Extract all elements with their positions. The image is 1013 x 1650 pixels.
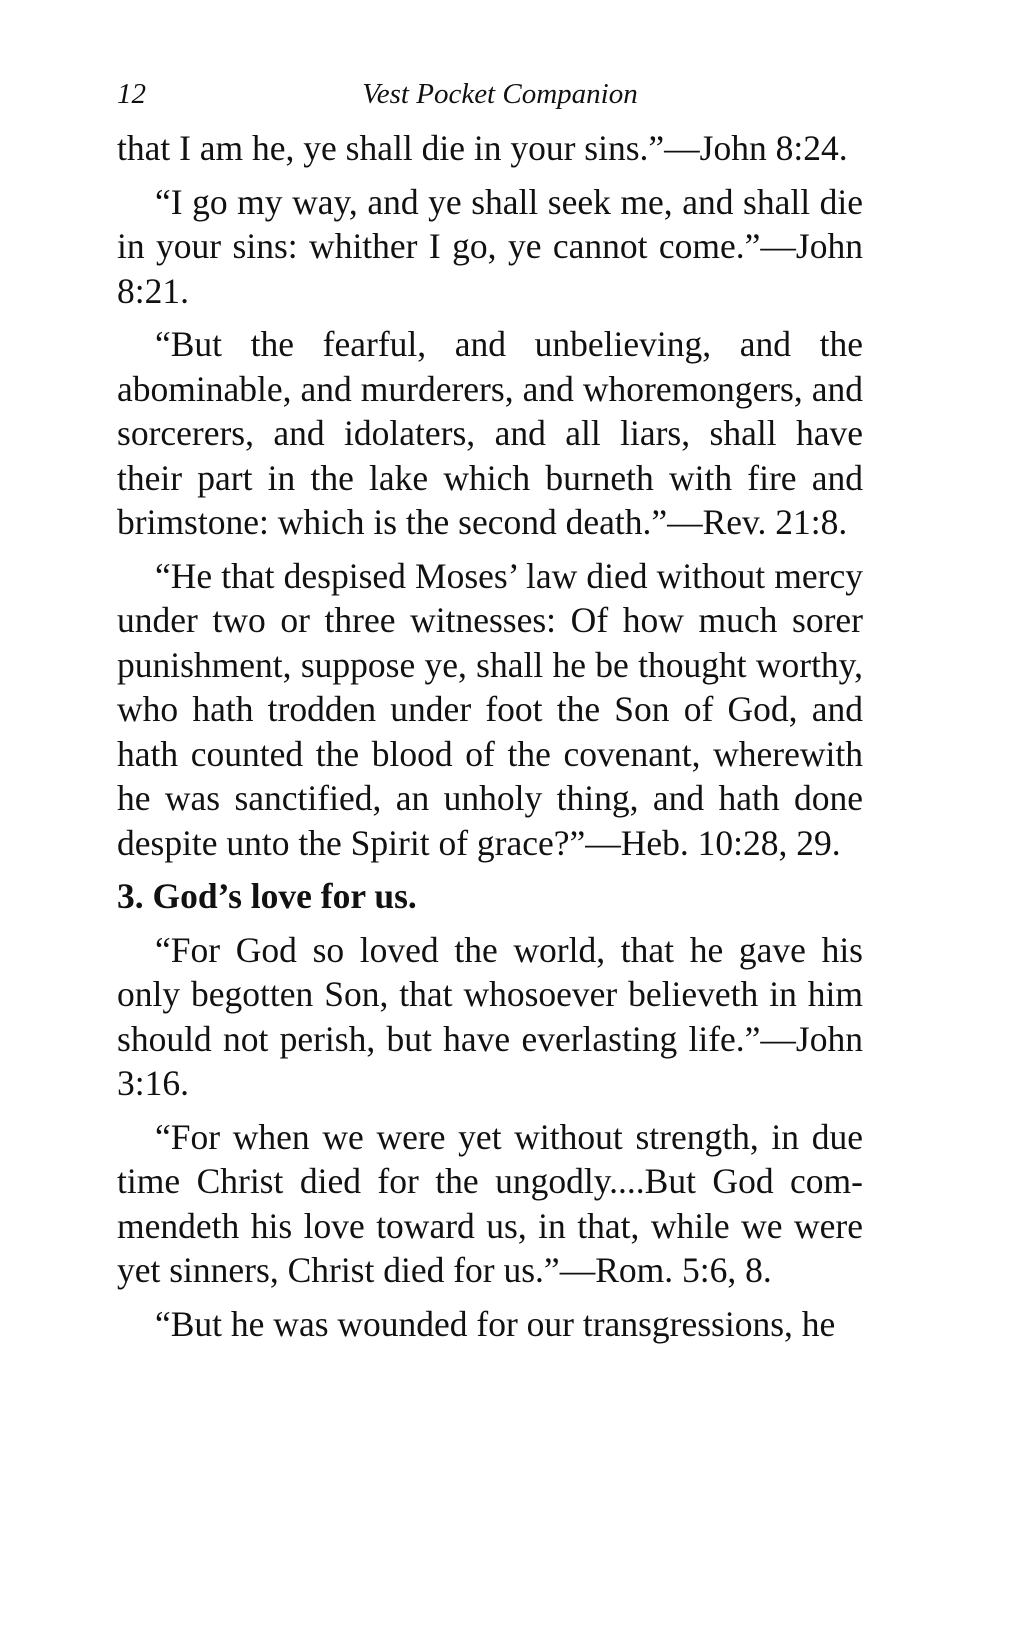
paragraph-rom-5-6: “For when we were yet without strength, in due time Christ died for the ungodly....But God commendeth his love toward us, in that, while we were yet sinners, Christ died for us.”—Rom. 5:6, 8. (117, 1116, 863, 1290)
page-body (117, 126, 863, 1346)
running-header (117, 70, 863, 118)
paragraph-heb-10-28: “He that despised Moses’ law died without mercy under two or three witnesses: Of how much sorer punishment, suppose ye, shall he be thought worthy, who hath trodden under foot the Son of God, and hath counted the blood of the covenant, wherewith he was sanctified, an unholy thing, and hath done despite unto the Spirit of grace?”—Heb. 10:28, 29. (117, 555, 863, 863)
paragraph-wounded-fragment: “But he was wounded for our transgressions, he (155, 1303, 836, 1344)
paragraph-john-8-21: “I go my way, and ye shall seek me, and shall die in your sins: whither I go, ye cannot come.”—John 8:21. (117, 181, 863, 311)
section-heading: 3. God’s love for us. (117, 876, 417, 916)
page-number: 12 (117, 78, 146, 110)
paragraph-rev-21-8: “But the fearful, and unbelieving, and the abominable, and murderers, and whoremongers, and sorcerers, and idolaters, and all liars, shall have their part in the lake which burneth with fire and brimstone: which is the second death.”—Rev. 21:8. (117, 324, 863, 542)
paragraph-continued: that I am he, ye shall die in your sins.”—John 8:24. (117, 128, 848, 168)
paragraph-john-3-16: “For God so loved the world, that he gave his only begotten Son, that whosoever believeth in him should not perish, but have everlasting life.”—John 3:16. (117, 929, 863, 1103)
book-page (117, 70, 863, 1355)
book-title: Vest Pocket Companion (362, 78, 638, 110)
